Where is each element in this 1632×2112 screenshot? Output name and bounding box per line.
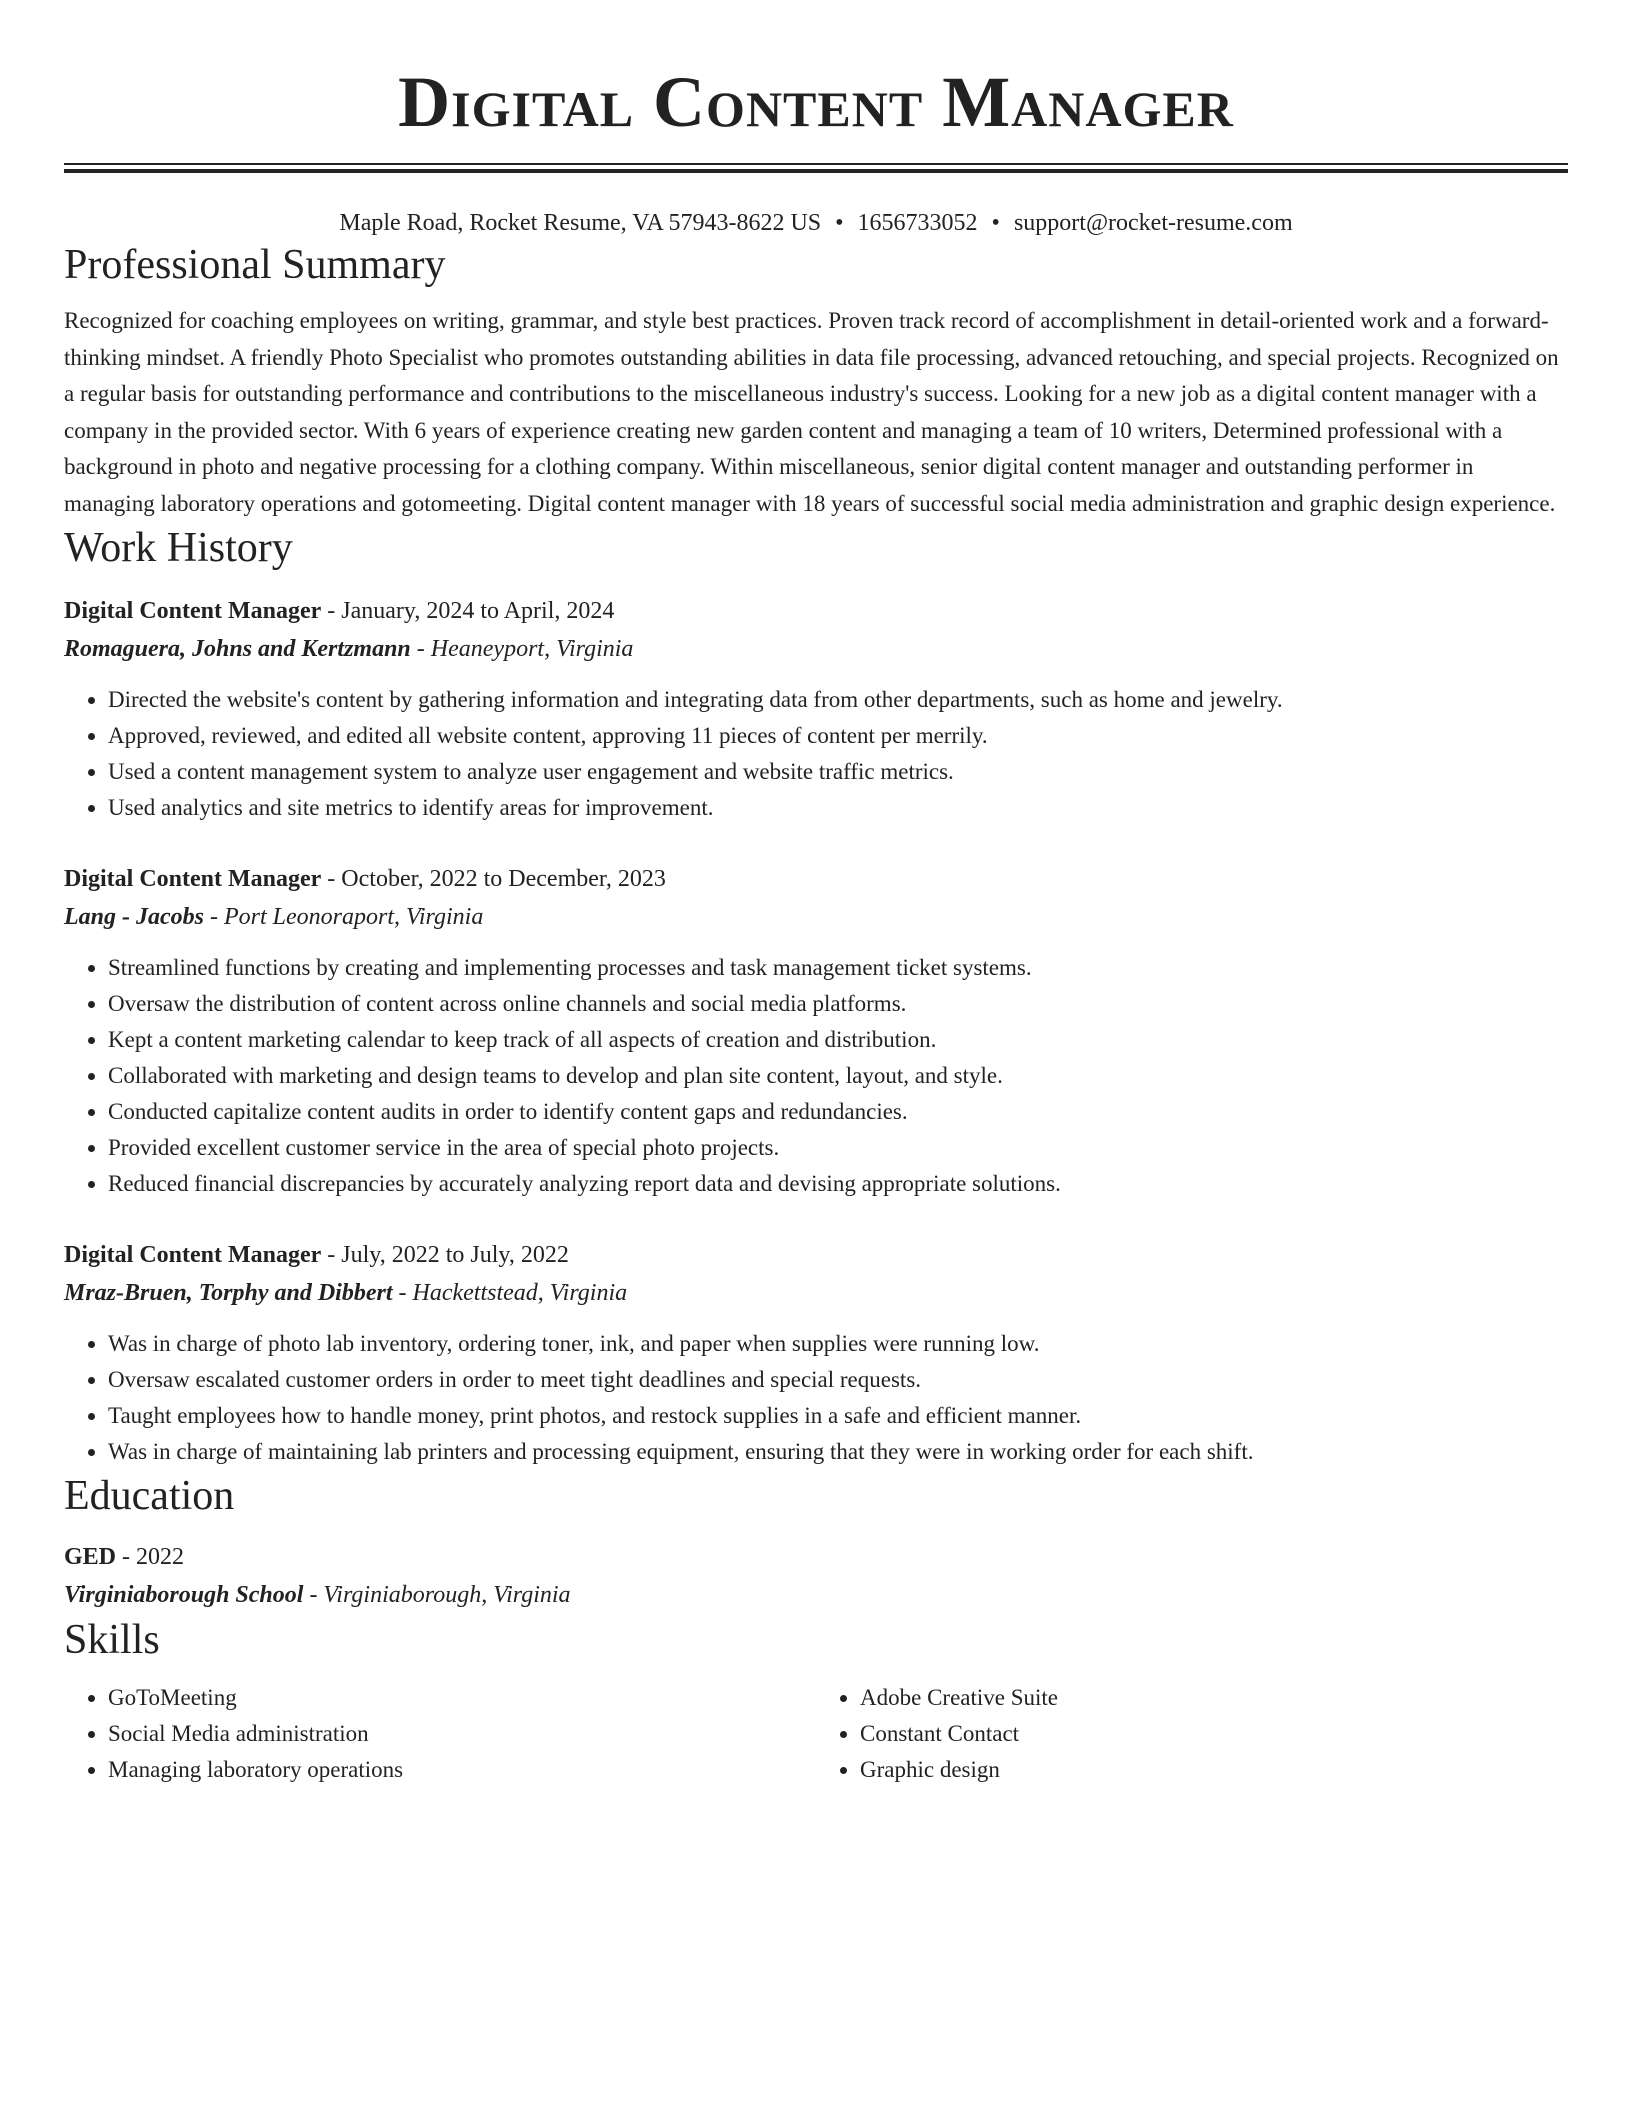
education-school-line [64,1576,1568,1614]
job-entry [64,592,1568,826]
job-bullet: • Approved, reviewed, and edited all website content, approving 11 pieces of content per merrily. [108,718,1568,754]
job-title-line [64,1236,1568,1274]
skill-item: • Graphic design [860,1752,1568,1788]
job-dates: - July, 2022 to July, 2022 [321,1242,569,1268]
education-school: Virginiaborough School [64,1582,304,1608]
job-bullet: • Used a content management system to analyze user engagement and website traffic metrics. [108,754,1568,790]
job-bullet-list [64,682,1568,826]
email-text: support@rocket-resume.com [1013,210,1293,236]
skill-item: • Managing laboratory operations [108,1752,816,1788]
skills-grid [64,1680,1568,1788]
header-divider [64,163,1568,173]
skills-list-right [816,1680,1568,1788]
education-degree: GED [64,1544,117,1570]
job-bullet: • Taught employees how to handle money, print photos, and restock supplies in a safe and efficient manner. [108,1398,1568,1434]
summary-paragraph: Recognized for coaching employees on writing, grammar, and style best practices. Proven track record of accomplishment in detail-oriented work and a forward-thinking mindset. A friendly Photo Specialist who promotes outstanding abilities in data file processing, advanced retouching, and special projects. Recognized on a regular basis for outstanding performance and contributions to the miscellaneous industry's success. Looking for a new job as a digital content manager with a company in the provided sector. With 6 years of experience creating new garden content and managing a team of 10 writers, Determined professional with a background in photo and negative processing for a clothing company. Within miscellaneous, senior digital content manager and outstanding performer in managing laboratory operations and gotomeeting. Digital content manager with 18 years of successful social media administration and graphic design experience. [64,308,1559,516]
job-dates: - October, 2022 to December, 2023 [321,866,666,892]
candidate-name-heading: Digital Content Manager [398,62,1234,142]
job-dates: - January, 2024 to April, 2024 [321,598,615,624]
work-history-section-title: Work History [64,525,293,571]
job-location: - Hackettstead, Virginia [392,1280,628,1306]
job-location: - Port Leonoraport, Virginia [204,904,484,930]
job-bullet: • Streamlined functions by creating and implementing processes and task management ticket systems. [108,950,1568,986]
job-entry [64,1236,1568,1470]
job-company-line [64,1274,1568,1312]
job-bullet-list [64,950,1568,1202]
job-company: Mraz-Bruen, Torphy and Dibbert [64,1280,393,1306]
job-bullet: • Collaborated with marketing and design teams to develop and plan site content, layout, and style. [108,1058,1568,1094]
skills-list-left [64,1680,816,1788]
job-entry [64,860,1568,1202]
job-role: Digital Content Manager [64,1242,322,1268]
job-title-line [64,592,1568,630]
job-bullet: • Was in charge of maintaining lab printers and processing equipment, ensuring that they were in working order for each shift. [108,1434,1568,1470]
job-bullet: • Oversaw the distribution of content across online channels and social media platforms. [108,986,1568,1022]
job-role: Digital Content Manager [64,866,322,892]
summary-section-title: Professional Summary [64,242,446,288]
skill-item: • Social Media administration [108,1716,816,1752]
skill-item: • Constant Contact [860,1716,1568,1752]
job-role: Digital Content Manager [64,598,322,624]
education-year: - 2022 [116,1544,185,1570]
job-bullet: • Conducted capitalize content audits in order to identify content gaps and redundancies. [108,1094,1568,1130]
job-bullet: • Reduced financial discrepancies by accurately analyzing report data and devising appropriate solutions. [108,1166,1568,1202]
job-company-line [64,898,1568,936]
job-bullet: • Was in charge of photo lab inventory, ordering toner, ink, and paper when supplies were running low. [108,1326,1568,1362]
skill-item: • GoToMeeting [108,1680,816,1716]
job-bullet: • Oversaw escalated customer orders in order to meet tight deadlines and special requests. [108,1362,1568,1398]
job-bullet: • Kept a content marketing calendar to keep track of all aspects of creation and distribution. [108,1022,1568,1058]
job-bullet: • Provided excellent customer service in the area of special photo projects. [108,1130,1568,1166]
address-text: Maple Road, Rocket Resume, VA 57943-8622 US [339,210,822,236]
job-location: - Heaneyport, Virginia [410,636,634,662]
education-section-title: Education [64,1473,235,1519]
contact-separator: • [835,210,844,236]
education-location: - Virginiaborough, Virginia [303,1582,571,1608]
job-bullet: • Directed the website's content by gathering information and integrating data from other departments, such as home and jewelry. [108,682,1568,718]
education-entry [64,1538,1568,1614]
phone-text: 1656733052 [857,210,978,236]
contact-separator: • [991,210,1000,236]
contact-line [64,207,1568,239]
job-bullet: • Used analytics and site metrics to identify areas for improvement. [108,790,1568,826]
skills-section-title: Skills [64,1617,160,1663]
education-degree-line [64,1538,1568,1576]
job-title-line [64,860,1568,898]
job-company: Romaguera, Johns and Kertzmann [64,636,411,662]
job-bullet-list [64,1326,1568,1470]
job-company-line [64,630,1568,668]
skill-item: • Adobe Creative Suite [860,1680,1568,1716]
job-company: Lang - Jacobs [64,904,204,930]
